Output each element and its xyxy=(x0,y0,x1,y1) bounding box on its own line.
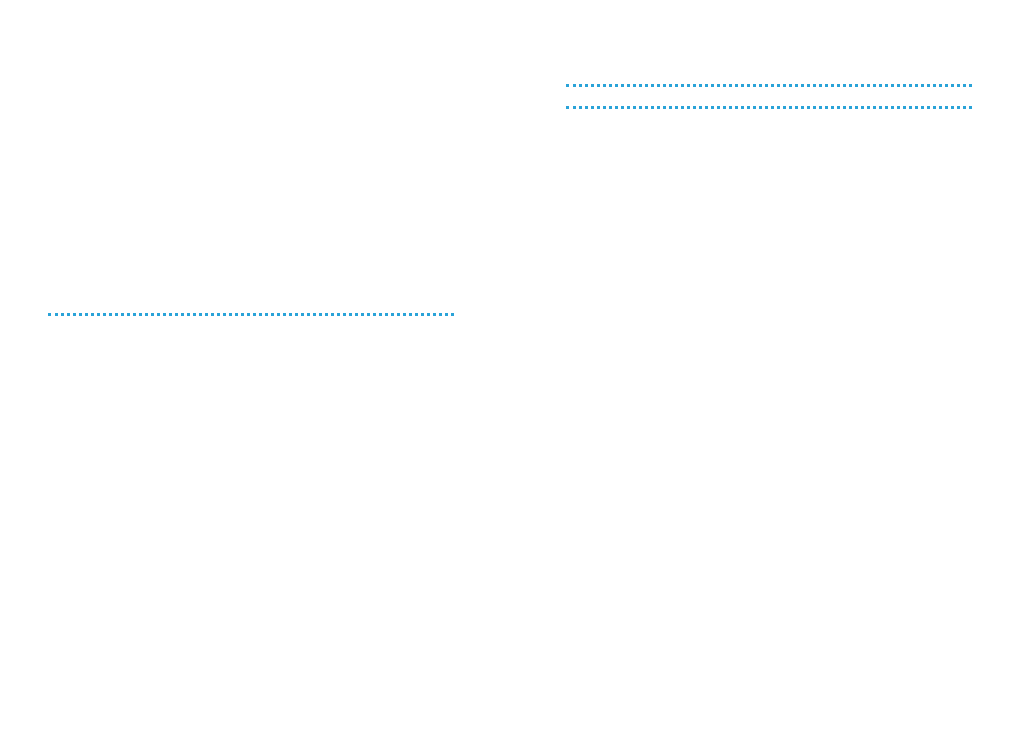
toc-right-column xyxy=(566,63,972,116)
dotted-divider xyxy=(566,84,972,87)
section-divider xyxy=(48,313,454,316)
dotted-divider xyxy=(566,106,972,109)
section-divider xyxy=(566,84,972,87)
dotted-divider xyxy=(48,313,454,316)
right-page xyxy=(510,0,1020,732)
section-divider xyxy=(566,106,972,109)
